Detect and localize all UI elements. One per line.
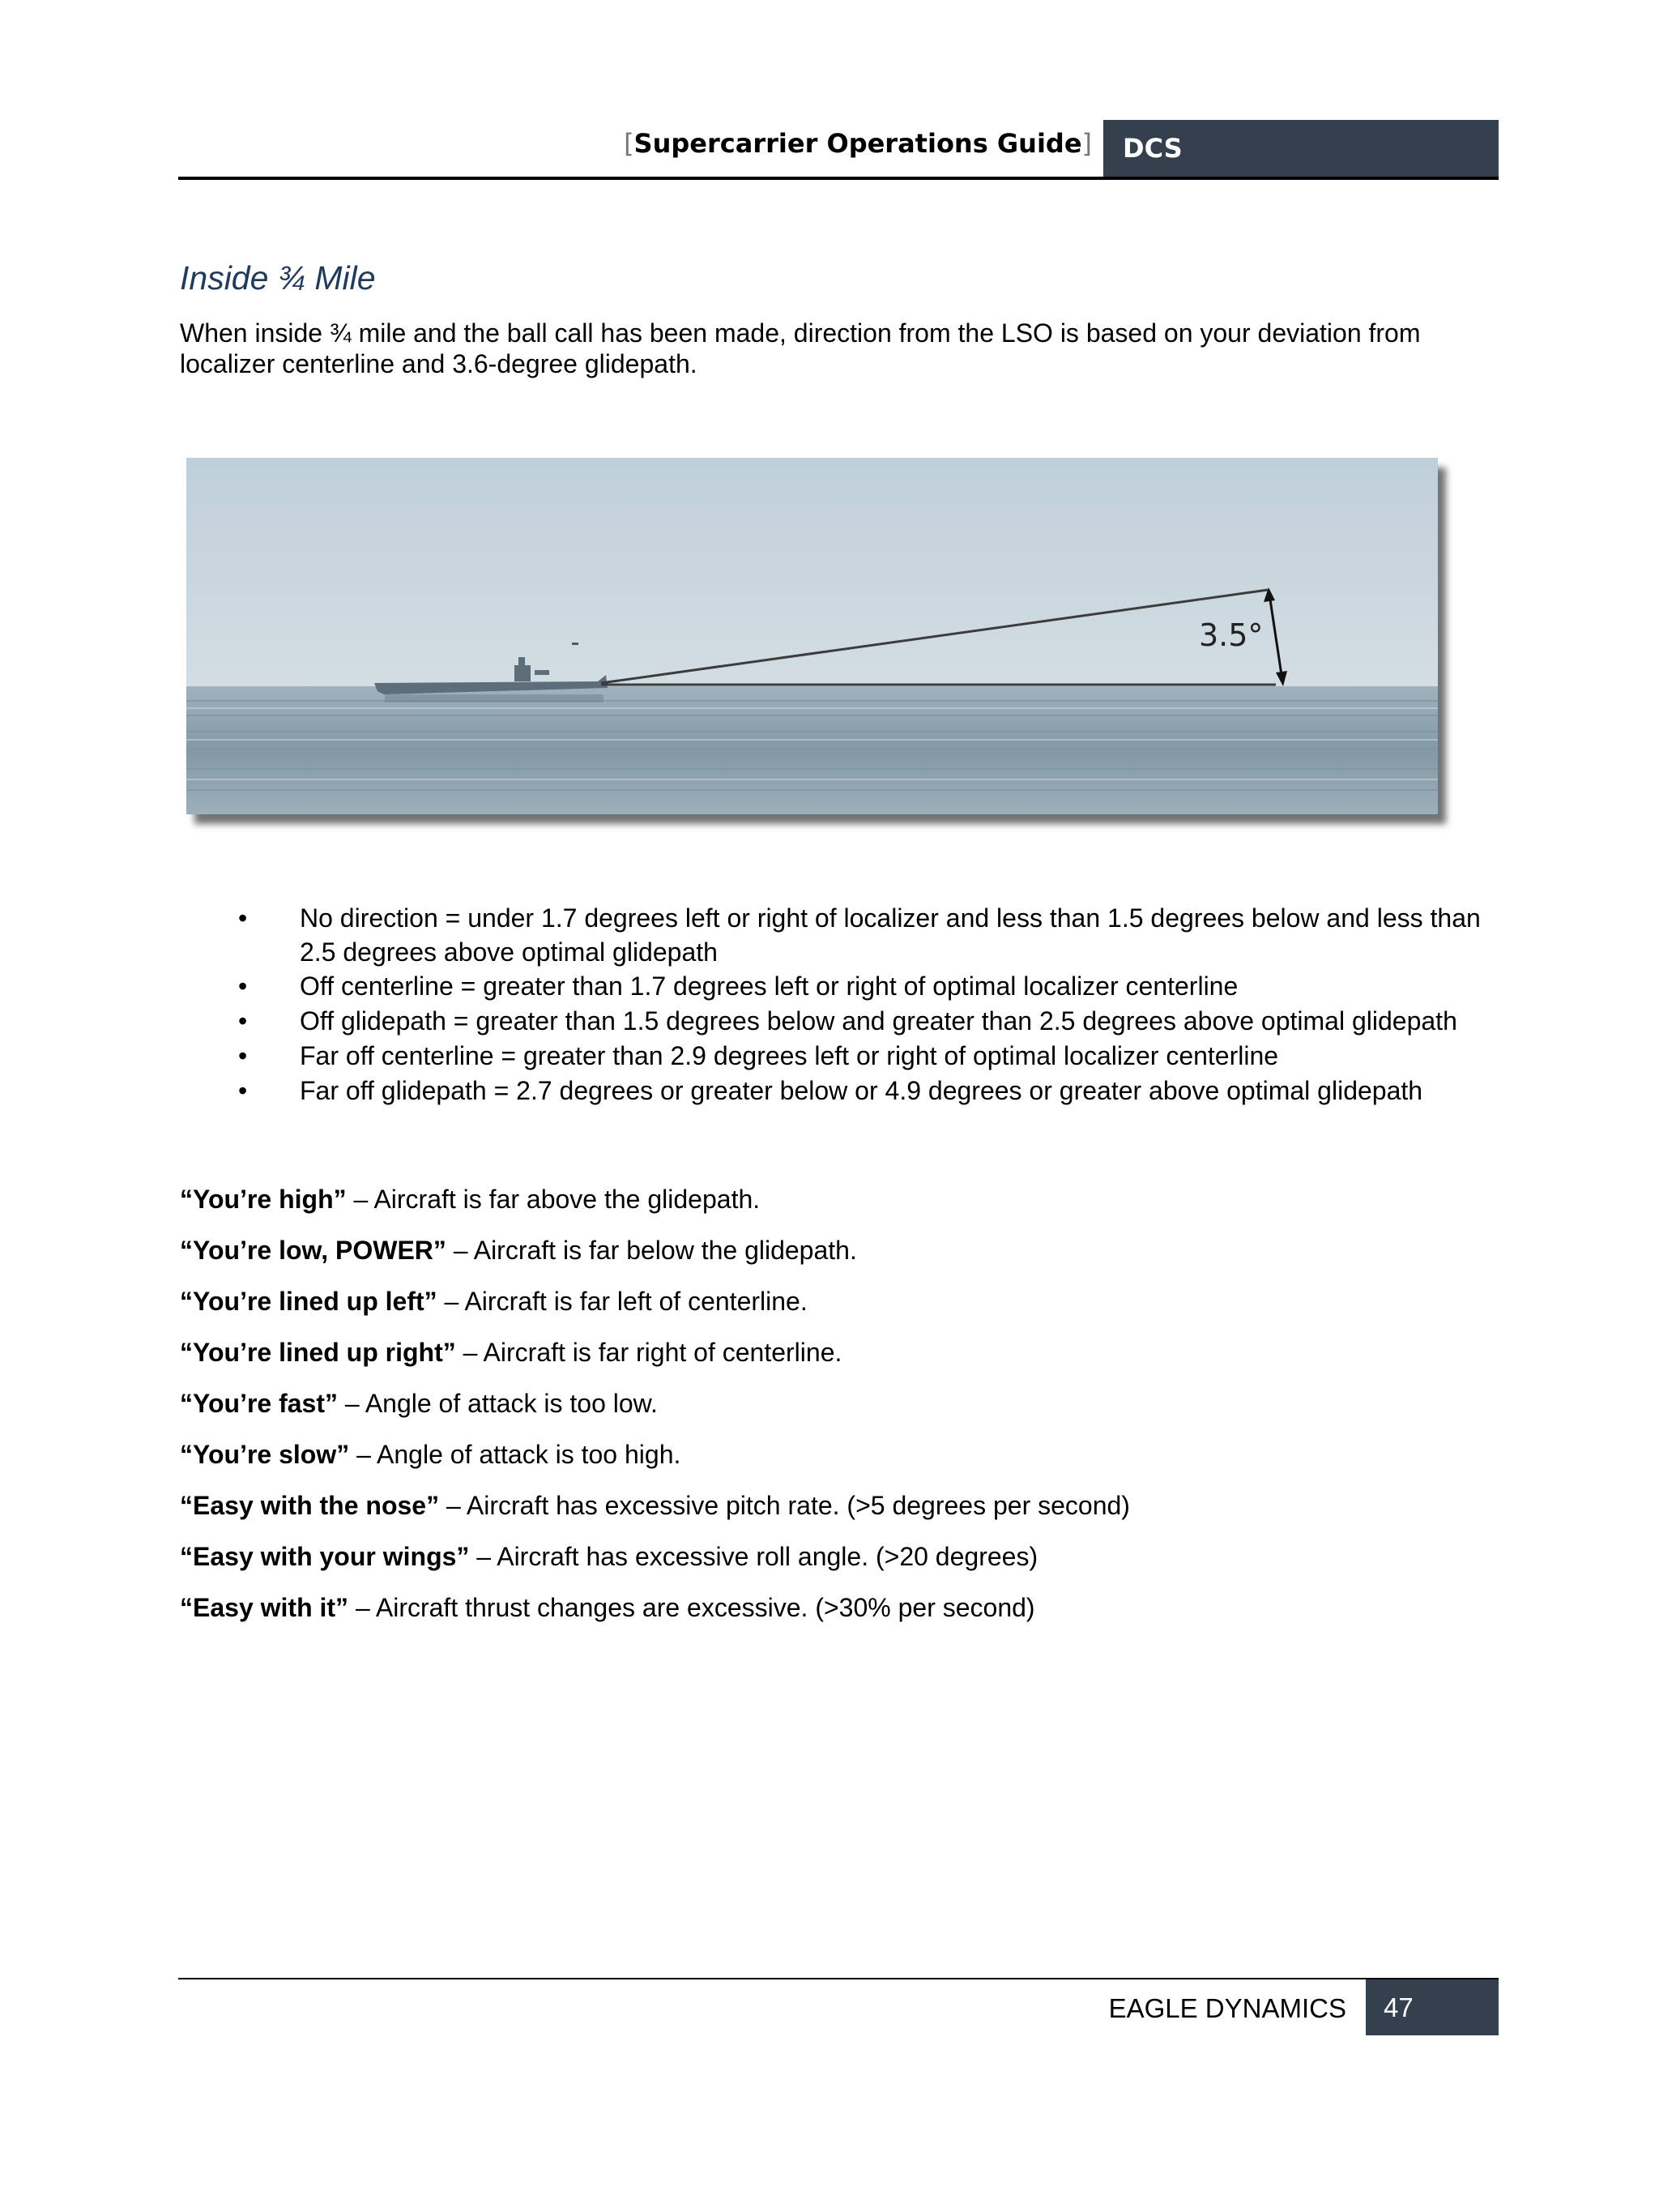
bullet-dot: • <box>238 971 248 1001</box>
lso-call <box>180 1540 1508 1591</box>
page-number: 47 <box>1366 1979 1499 2035</box>
call-phrase: “Easy with the nose” <box>180 1491 440 1520</box>
call-description: – Aircraft is far left of centerline. <box>437 1287 808 1316</box>
lso-call <box>180 1387 1508 1438</box>
lso-call <box>180 1438 1508 1489</box>
list-item-text: No direction = under 1.7 degrees left or right of localizer and less than 1.5 degrees below and less than 2.5 degrees above optimal glidepath <box>300 903 1481 967</box>
list-item-text: Off centerline = greater than 1.7 degrees left or right of optimal localizer centerline <box>300 971 1239 1001</box>
bullet-dot: • <box>238 903 248 933</box>
bullet-dot: • <box>238 1041 248 1070</box>
call-description: – Aircraft is far below the glidepath. <box>446 1236 857 1265</box>
lso-call <box>180 1234 1508 1285</box>
lso-call <box>180 1183 1508 1234</box>
call-phrase: “You’re low, POWER” <box>180 1236 446 1265</box>
bullet-dot: • <box>238 1076 248 1105</box>
header-guide-title: Supercarrier Operations Guide <box>633 128 1082 159</box>
call-description: – Angle of attack is too high. <box>349 1440 681 1469</box>
lso-call <box>180 1336 1508 1387</box>
carrier-reflection <box>385 694 603 702</box>
header-rule <box>178 177 1499 180</box>
section-heading: Inside ¾ Mile <box>180 259 376 297</box>
list-item-text: Far off centerline = greater than 2.9 degrees left or right of optimal localizer centerline <box>300 1041 1279 1070</box>
angle-label: 3.5° <box>1199 617 1264 653</box>
call-phrase: “You’re high” <box>180 1185 347 1214</box>
call-phrase: “You’re slow” <box>180 1440 350 1469</box>
bullet-dot: • <box>238 1006 248 1036</box>
list-item <box>180 1004 1508 1039</box>
call-description: – Aircraft has excessive roll angle. (>20 degrees) <box>469 1542 1038 1571</box>
list-item-text: Far off glidepath = 2.7 degrees or greater below or 4.9 degrees or greater above optimal glidepath <box>300 1076 1423 1105</box>
running-header-title <box>518 128 1092 159</box>
footer-company: EAGLE DYNAMICS <box>1108 1993 1346 2023</box>
call-phrase: “You’re lined up right” <box>180 1338 456 1367</box>
list-item-text: Off glidepath = greater than 1.5 degrees below and greater than 2.5 degrees above optimal glidepath <box>300 1006 1457 1036</box>
glidepath-illustration <box>186 458 1438 814</box>
call-description: – Aircraft thrust changes are excessive. (>30% per second) <box>348 1593 1035 1622</box>
deviation-criteria-list <box>180 901 1508 1108</box>
lso-call <box>180 1591 1508 1642</box>
call-phrase: “Easy with your wings” <box>180 1542 470 1571</box>
call-description: – Aircraft is far above the glidepath. <box>346 1185 761 1214</box>
call-phrase: “You’re fast” <box>180 1389 338 1418</box>
list-item <box>180 901 1508 969</box>
call-phrase: “Easy with it” <box>180 1593 349 1622</box>
footer-rule <box>178 1978 1499 1979</box>
header-bracket-open: [ <box>624 128 634 159</box>
lso-call <box>180 1489 1508 1540</box>
carrier-glidepath-figure <box>186 458 1438 814</box>
distant-aircraft <box>572 643 578 645</box>
list-item <box>180 1074 1508 1108</box>
intro-paragraph: When inside ¾ mile and the ball call has been made, direction from the LSO is based on your deviation from localizer centerline and 3.6-degree glidepath. <box>180 318 1421 378</box>
list-item <box>180 969 1508 1004</box>
lso-call <box>180 1285 1508 1336</box>
call-description: – Angle of attack is too low. <box>338 1389 658 1418</box>
header-bracket-close: ] <box>1081 128 1092 159</box>
call-description: – Aircraft is far right of centerline. <box>455 1338 842 1367</box>
header-dcs-badge: DCS <box>1103 120 1499 177</box>
call-description: – Aircraft has excessive pitch rate. (>5 degrees per second) <box>439 1491 1130 1520</box>
call-phrase: “You’re lined up left” <box>180 1287 437 1316</box>
list-item <box>180 1039 1508 1074</box>
lso-calls <box>180 1183 1508 1642</box>
